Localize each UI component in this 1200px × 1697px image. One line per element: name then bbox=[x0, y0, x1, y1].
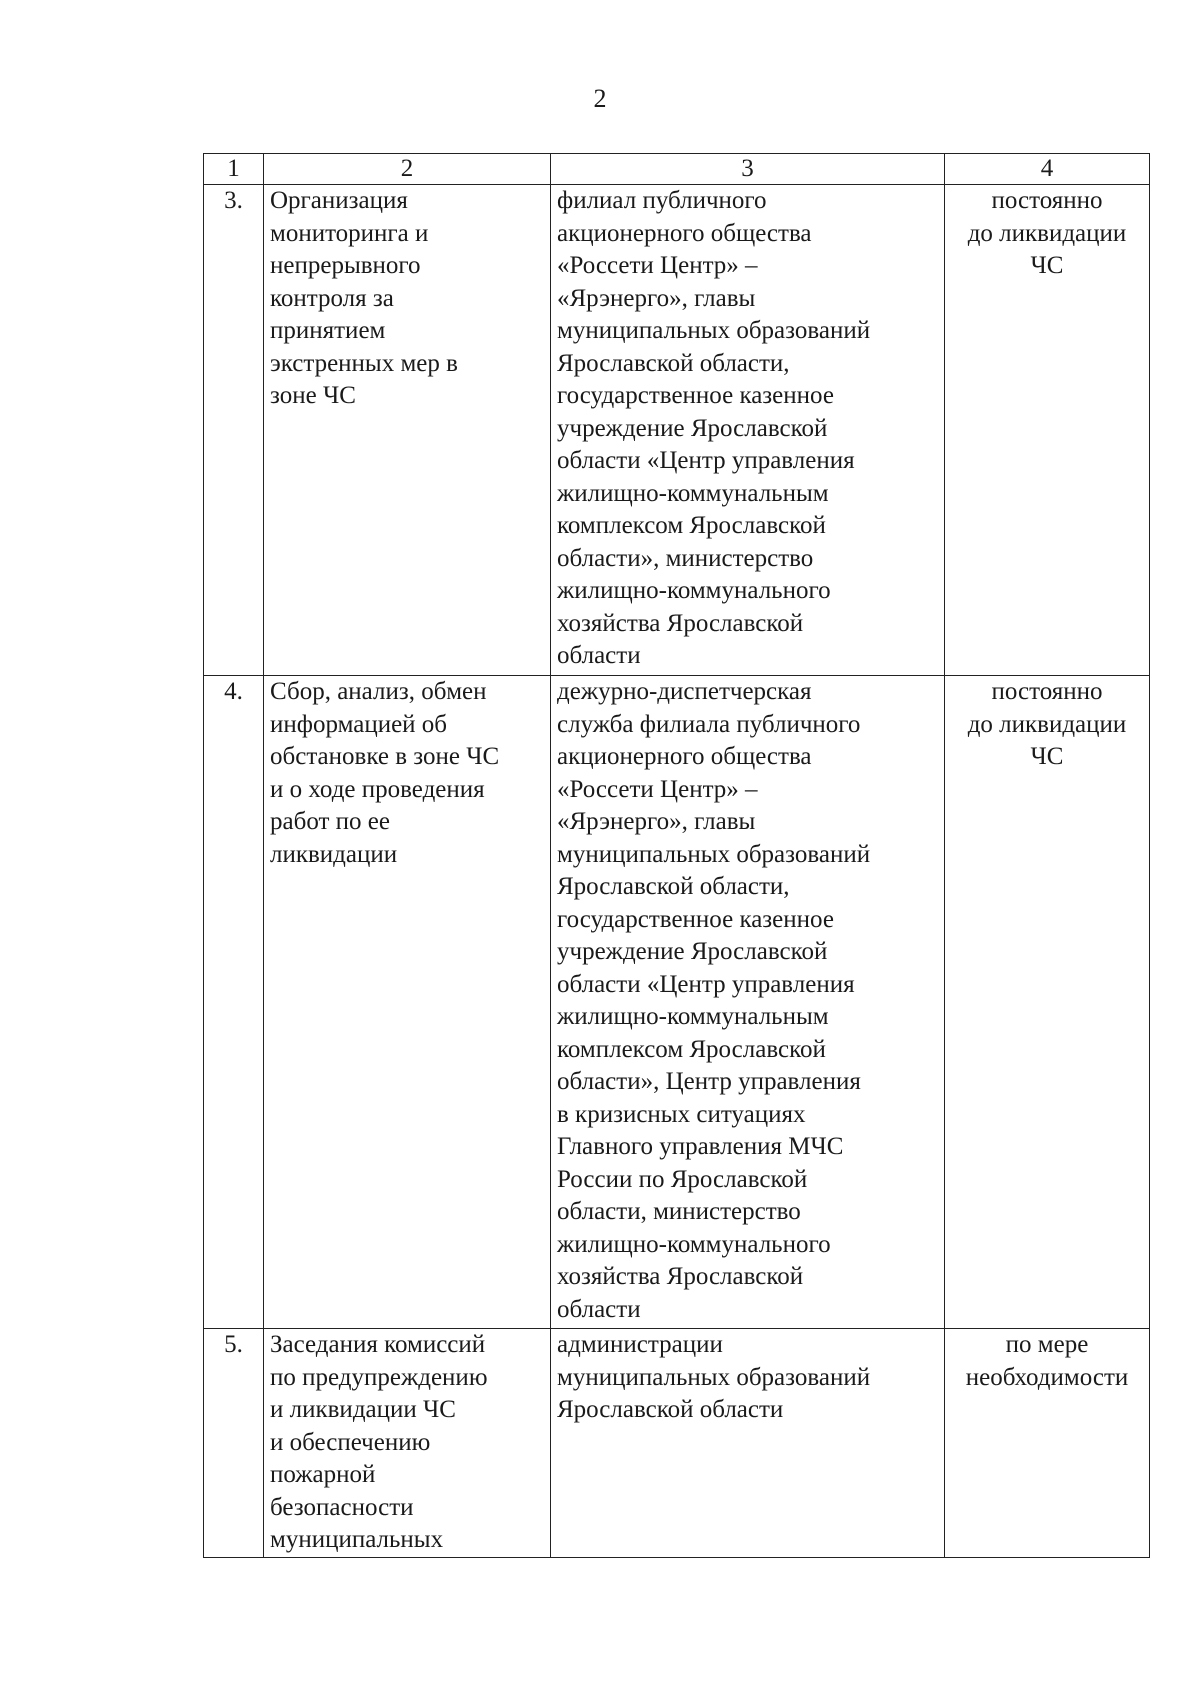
header-cell-2: 2 bbox=[264, 154, 551, 185]
action-cell: Заседания комиссий по предупреждению и ликвидации ЧС и обеспечению пожарной безопасности муниципальных bbox=[264, 1329, 551, 1558]
header-cell-4: 4 bbox=[945, 154, 1150, 185]
page-number: 2 bbox=[593, 84, 607, 113]
term-cell: постоянно до ликвидации ЧС bbox=[945, 676, 1150, 1329]
term-cell: по мере необходимости bbox=[945, 1329, 1150, 1558]
table-row bbox=[204, 676, 1150, 1329]
term-cell: постоянно до ликвидации ЧС bbox=[945, 185, 1150, 676]
table-row bbox=[204, 185, 1150, 676]
table-header-row bbox=[204, 154, 1150, 185]
responsible-cell: администрации муниципальных образований Ярославской области bbox=[551, 1329, 945, 1558]
row-number: 5. bbox=[204, 1329, 264, 1558]
row-number: 3. bbox=[204, 185, 264, 676]
action-cell: Сбор, анализ, обмен информацией об обстановке в зоне ЧС и о ходе проведения работ по ее ликвидации bbox=[264, 676, 551, 1329]
header-cell-3: 3 bbox=[551, 154, 945, 185]
measures-table bbox=[203, 153, 1150, 1558]
header-cell-1: 1 bbox=[204, 154, 264, 185]
row-number: 4. bbox=[204, 676, 264, 1329]
action-cell: Организация мониторинга и непрерывного контроля за принятием экстренных мер в зоне ЧС bbox=[264, 185, 551, 676]
responsible-cell: дежурно-диспетчерская служба филиала публичного акционерного общества «Россети Центр» – «Ярэнерго», главы муниципальных образований Ярославской области, государственное казенное учреждение Ярославской области «Центр управления жилищно-коммунальным комплексом Ярославской области», Центр управления в кризисных ситуациях Главного управления МЧС России по Ярославской области, министерство жилищно-коммунального хозяйства Ярославской области bbox=[551, 676, 945, 1329]
responsible-cell: филиал публичного акционерного общества «Россети Центр» – «Ярэнерго», главы муниципальных образований Ярославской области, государственное казенное учреждение Ярославской области «Центр управления жилищно-коммунальным комплексом Ярославской области», министерство жилищно-коммунального хозяйства Ярославской области bbox=[551, 185, 945, 676]
table-row bbox=[204, 1329, 1150, 1558]
